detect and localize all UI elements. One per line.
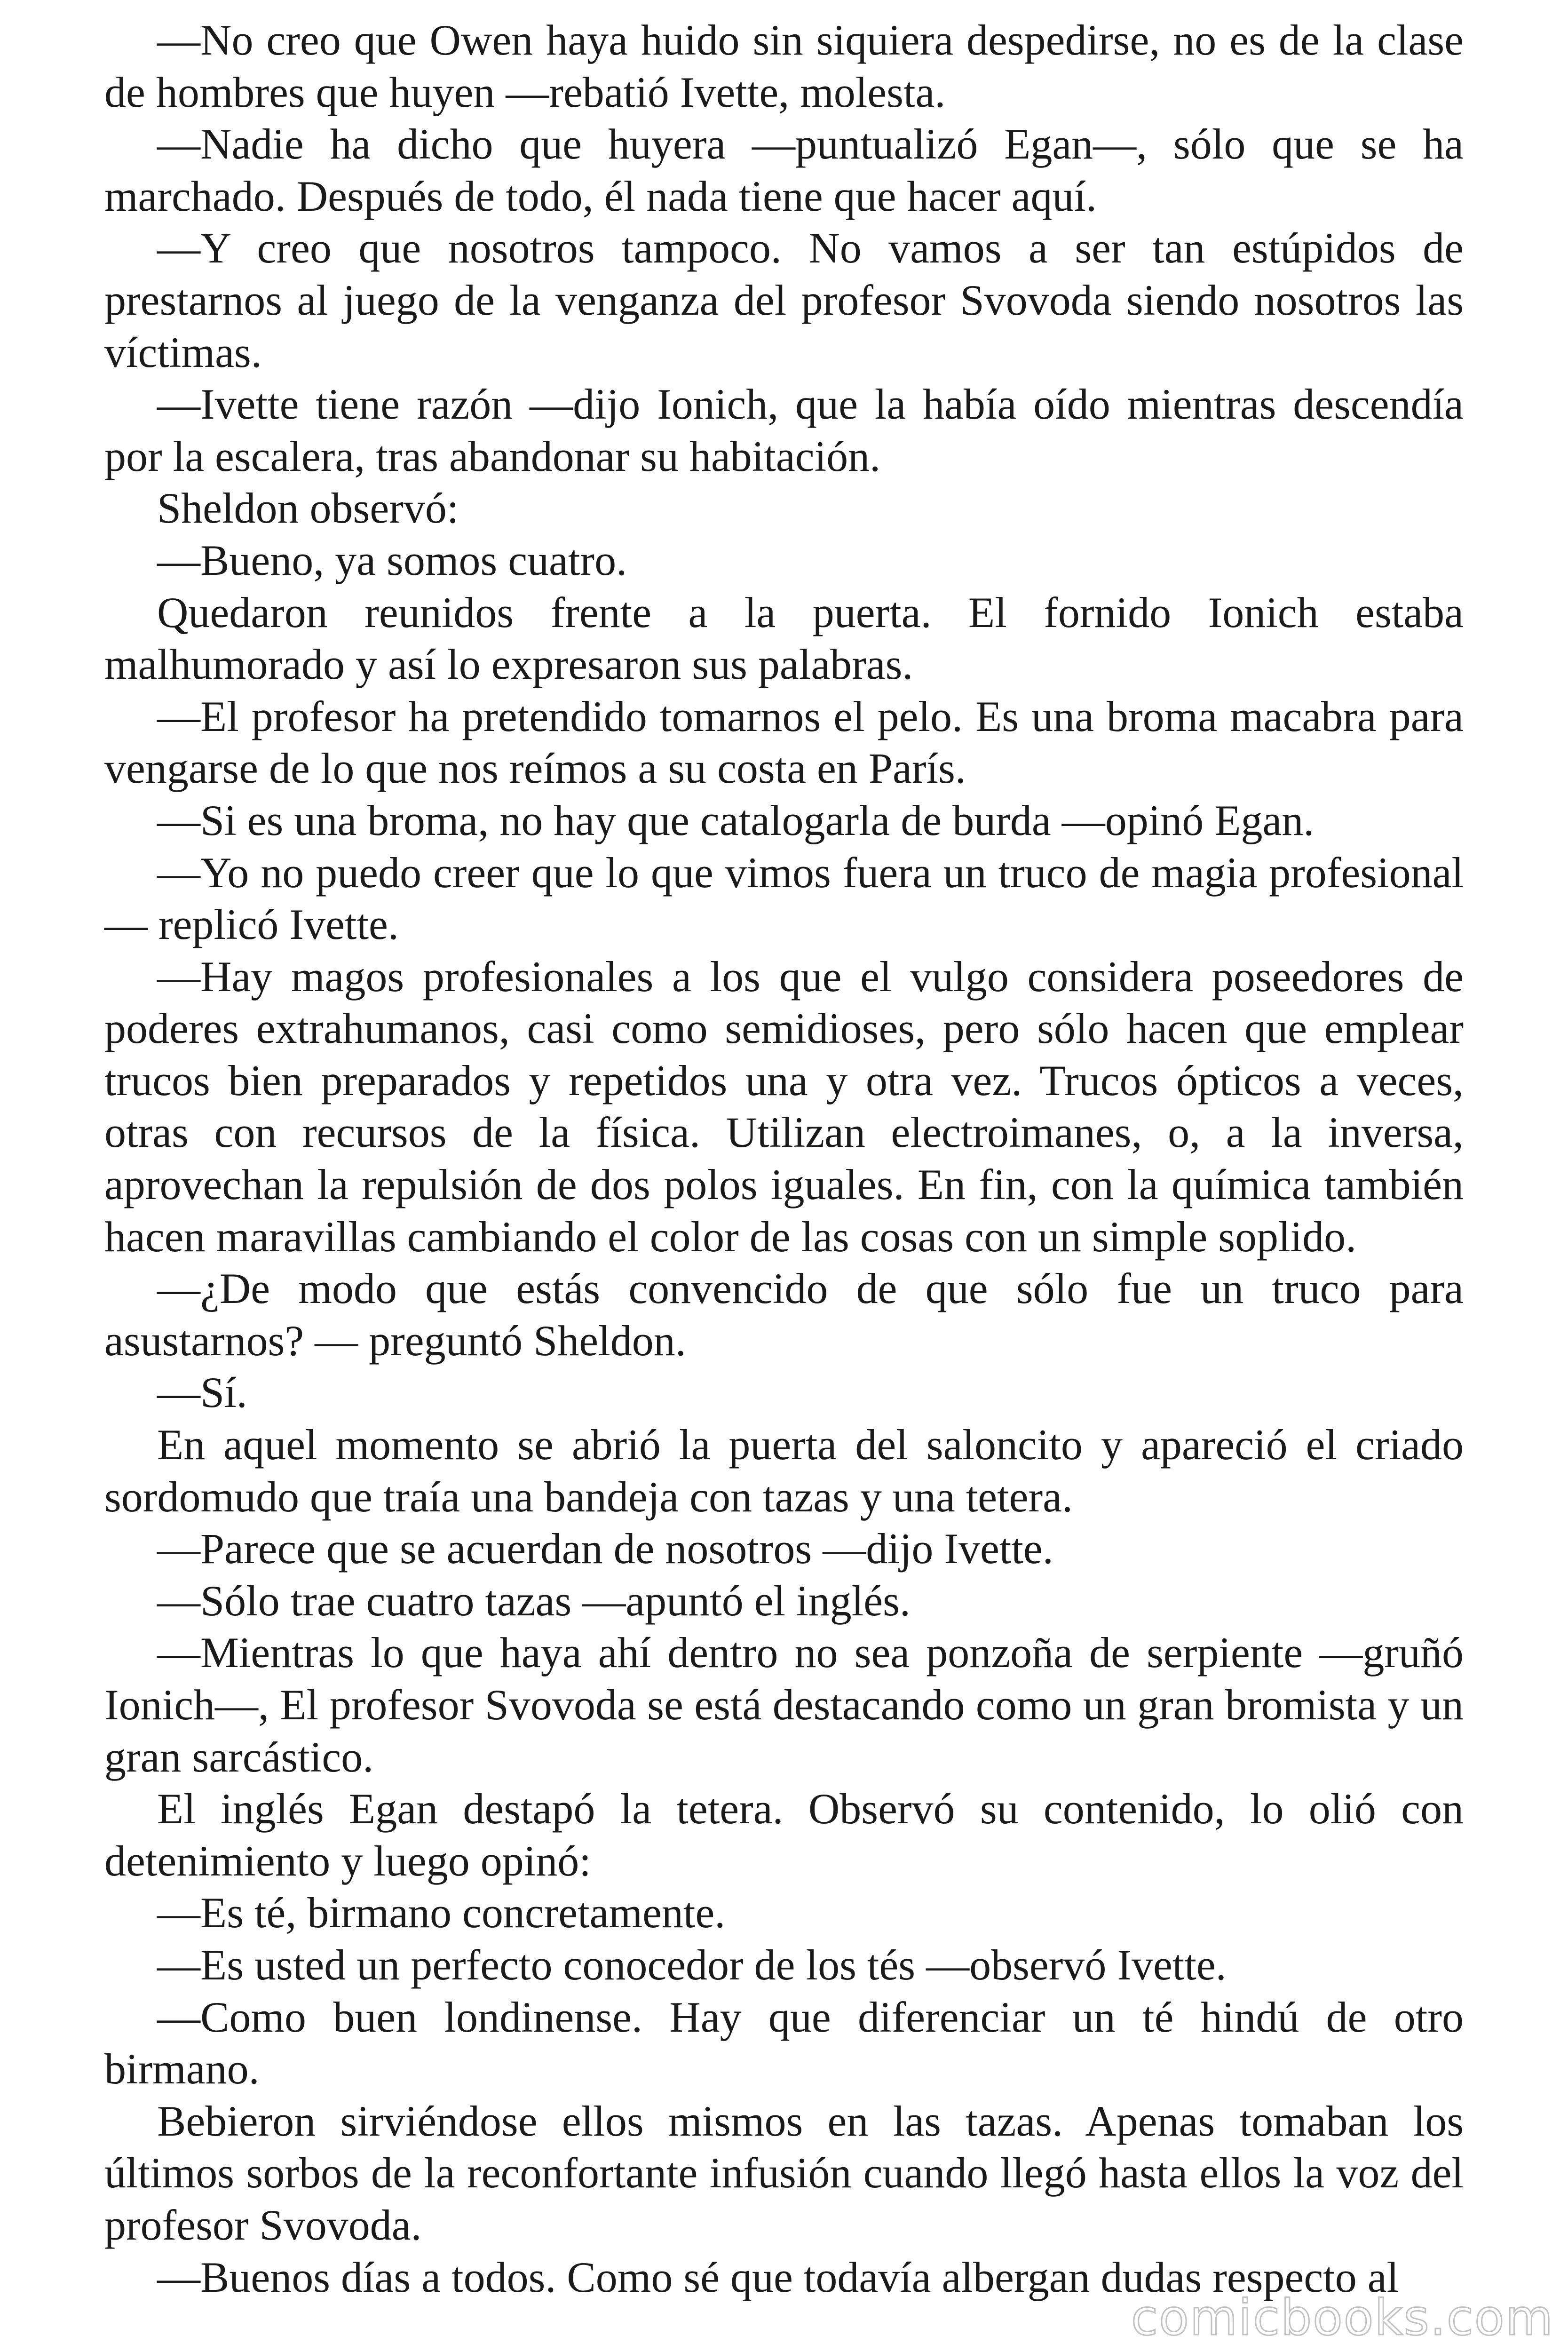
paragraph: —Yo no puedo creer que lo que vimos fuera un truco de magia profesional — replicó Ivette.: [104, 848, 1464, 949]
paragraph: —Ivette tiene razón —dijo Ionich, que la había oído mientras descendía por la escalera, tras abandonar su habitación.: [104, 380, 1464, 480]
paragraph: —Hay magos profesionales a los que el vulgo considera poseedores de poderes extrahumanos, casi como semidioses, pero sólo hacen que emplear trucos bien preparados y repetidos una y otra vez. Trucos ópticos a veces, otras con recursos de la física. Utilizan electroimanes, o, a la inversa, aprovechan la repulsión de dos polos iguales. En fin, con la química también hacen maravillas cambiando el color de las cosas con un simple soplido.: [104, 952, 1464, 1261]
paragraph: —Si es una broma, no hay que catalogarla de burda —opinó Egan.: [157, 796, 1315, 844]
paragraph: —Nadie ha dicho que huyera —puntualizó Egan—, sólo que se ha marchado. Después de todo, él nada tiene que hacer aquí.: [104, 120, 1464, 220]
paragraph: —Sí.: [157, 1368, 247, 1417]
paragraph: —No creo que Owen haya huido sin siquiera despedirse, no es de la clase de hombres que huyen —rebatió Ivette, molesta.: [104, 16, 1464, 116]
paragraph: —Y creo que nosotros tampoco. No vamos a ser tan estúpidos de prestarnos al juego de la venganza del profesor Svovoda siendo nosotros las víctimas.: [104, 224, 1464, 376]
watermark: comicbooks.com: [1131, 2289, 1554, 2346]
paragraph: —Mientras lo que haya ahí dentro no sea ponzoña de serpiente —gruñó Ionich—, El profesor Svovoda se está destacando como un gran bromista y un gran sarcástico.: [104, 1629, 1464, 1781]
paragraph: Bebieron sirviéndose ellos mismos en las tazas. Apenas tomaban los últimos sorbos de la reconfortante infusión cuando llegó hasta ellos la voz del profesor Svovoda.: [104, 2097, 1464, 2249]
page-body: [104, 14, 1464, 2303]
paragraph: —El profesor ha pretendido tomarnos el pelo. Es una broma macabra para vengarse de lo que nos reímos a su costa en París.: [104, 692, 1464, 793]
paragraph: Sheldon observó:: [157, 484, 459, 532]
paragraph: En aquel momento se abrió la puerta del saloncito y apareció el criado sordomudo que traía una bandeja con tazas y una tetera.: [104, 1421, 1464, 1521]
paragraph: Quedaron reunidos frente a la puerta. El fornido Ionich estaba malhumorado y así lo expresaron sus palabras.: [104, 588, 1464, 689]
paragraph: —Buenos días a todos. Como sé que todavía albergan dudas respecto al: [157, 2253, 1399, 2301]
paragraph: —¿De modo que estás convencido de que sólo fue un truco para asustarnos? — preguntó Sheldon.: [104, 1264, 1464, 1365]
paragraph: —Sólo trae cuatro tazas —apuntó el inglés.: [157, 1576, 911, 1625]
paragraph: —Es usted un perfecto conocedor de los tés —observó Ivette.: [157, 1940, 1227, 1989]
paragraph: —Parece que se acuerdan de nosotros —dijo Ivette.: [157, 1525, 1053, 1573]
paragraph: El inglés Egan destapó la tetera. Observó su contenido, lo olió con detenimiento y luego opinó:: [104, 1785, 1464, 1885]
paragraph: —Es té, birmano concretamente.: [157, 1889, 726, 1937]
paragraph: —Bueno, ya somos cuatro.: [157, 536, 627, 584]
paragraph: —Como buen londinense. Hay que diferenciar un té hindú de otro birmano.: [104, 1993, 1464, 2093]
